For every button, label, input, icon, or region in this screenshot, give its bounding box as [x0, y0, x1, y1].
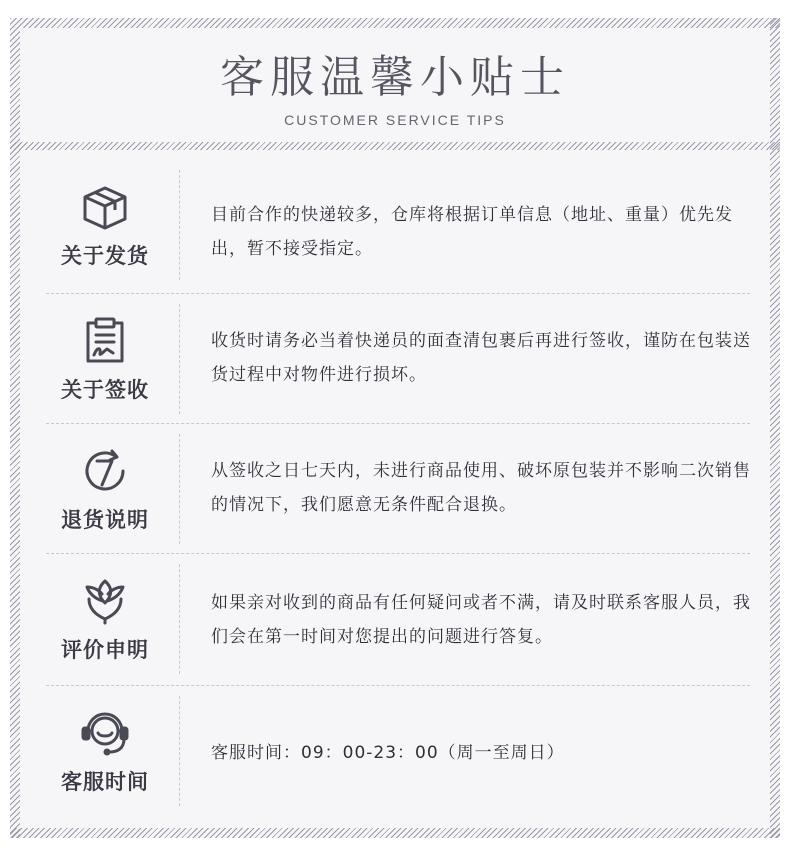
seven-day-return-icon	[70, 446, 140, 496]
page-title: 客服温馨小贴士	[220, 52, 570, 103]
tip-text: 收货时请务必当着快递员的面查清包裹后再进行签收，谨防在包装送货过程中对物件进行损坏。	[211, 331, 751, 385]
tip-row-returns	[46, 424, 750, 554]
title-divider	[10, 142, 780, 150]
tip-row-reviews	[46, 554, 750, 684]
tip-label: 客服时间	[61, 770, 149, 794]
tip-text: 如果亲对收到的商品有任何疑问或者不满，请及时联系客服人员，我们会在第一时间对您提出的问题进行答复。	[211, 593, 751, 647]
package-box-icon	[70, 182, 140, 232]
tip-label: 关于签收	[61, 378, 149, 402]
vertical-divider	[179, 170, 180, 280]
vertical-divider	[179, 434, 180, 544]
tip-text: 目前合作的快递较多，仓库将根据订单信息（地址、重量）优先发出，暂不接受指定。	[211, 205, 733, 259]
tip-text: 从签收之日七天内，未进行商品使用、破坏原包装并不影响二次销售的情况下，我们愿意无条件配合退换。	[211, 461, 751, 515]
clipboard-signature-icon	[70, 316, 140, 366]
vertical-divider	[179, 564, 180, 674]
tip-label: 退货说明	[61, 508, 149, 532]
headset-icon	[70, 708, 140, 758]
tip-row-service-hours	[46, 686, 750, 816]
tip-row-shipping	[46, 160, 750, 290]
flower-heart-icon	[70, 576, 140, 626]
page-subtitle: CUSTOMER SERVICE TIPS	[284, 112, 506, 128]
tip-label: 评价申明	[61, 638, 149, 662]
vertical-divider	[179, 696, 180, 806]
tip-text: 客服时间：09：00-23：00（周一至周日）	[211, 743, 565, 763]
tip-row-signing	[46, 294, 750, 424]
tip-label: 关于发货	[61, 244, 149, 268]
vertical-divider	[179, 304, 180, 414]
